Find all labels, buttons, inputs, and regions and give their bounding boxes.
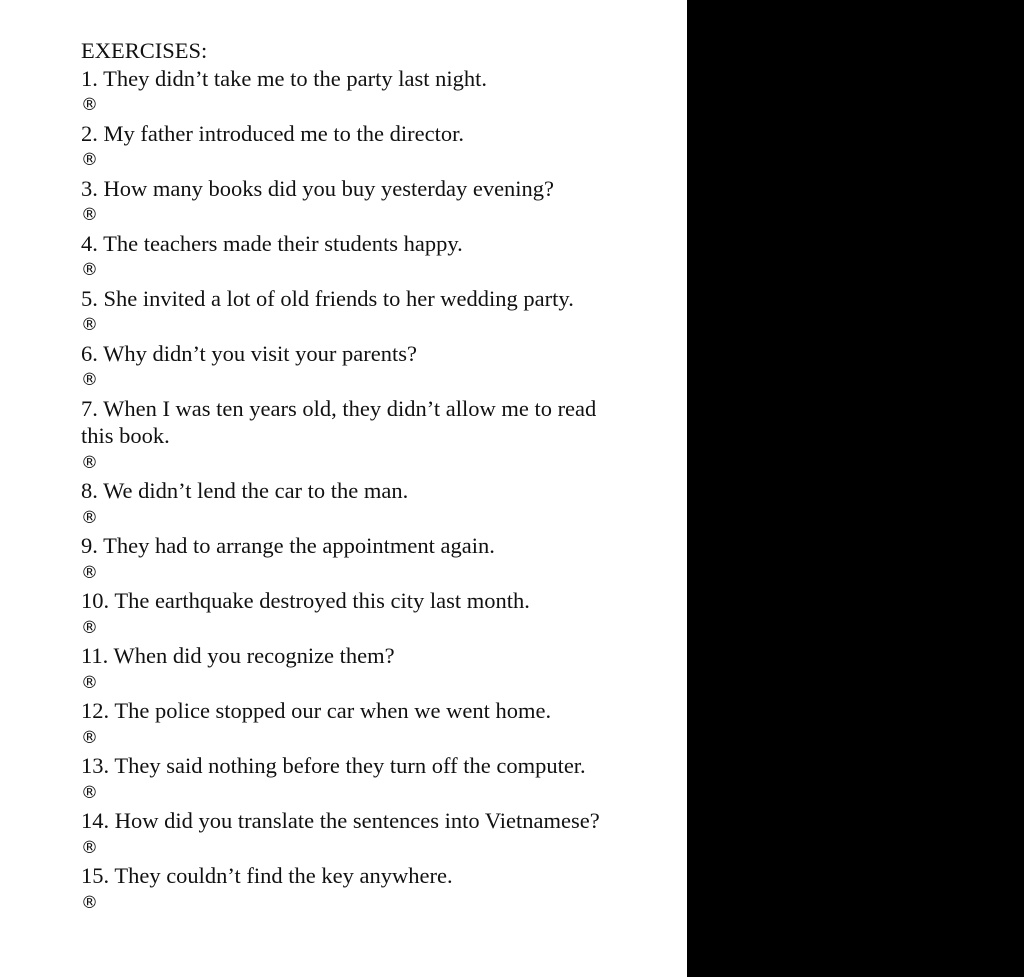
exercise-item	[81, 120, 687, 175]
exercise-question: 9. They had to arrange the appointment again.	[81, 533, 495, 558]
answer-marker: ®	[81, 617, 98, 638]
answer-marker: ®	[81, 95, 98, 115]
exercise-question: 10. The earthquake destroyed this city last month.	[81, 588, 530, 613]
answer-marker: ®	[81, 892, 98, 913]
exercise-item	[81, 862, 687, 917]
exercise-item	[81, 175, 687, 230]
exercise-item	[81, 532, 687, 587]
answer-marker: ®	[81, 370, 98, 390]
answer-marker: ®	[81, 837, 98, 858]
exercise-question: 5. She invited a lot of old friends to her wedding party.	[81, 285, 574, 311]
answer-marker: ®	[81, 562, 98, 583]
exercise-item	[81, 477, 687, 532]
answer-marker: ®	[81, 672, 98, 693]
exercise-item	[81, 807, 687, 862]
answer-marker: ®	[81, 315, 98, 335]
exercise-item	[81, 340, 687, 395]
answer-marker: ®	[81, 727, 98, 748]
answer-marker: ®	[81, 150, 98, 170]
exercise-item	[81, 285, 687, 340]
exercise-item	[81, 395, 687, 478]
exercise-question: 11. When did you recognize them?	[81, 643, 395, 668]
exercise-question: 3. How many books did you buy yesterday evening?	[81, 175, 555, 201]
exercise-question: 4. The teachers made their students happy.	[81, 230, 463, 256]
exercise-question: 1. They didn’t take me to the party last night.	[81, 65, 487, 91]
exercise-question: 12. The police stopped our car when we went home.	[81, 698, 552, 723]
exercise-item	[81, 65, 687, 120]
exercise-question: 15. They couldn’t find the key anywhere.	[81, 863, 453, 888]
exercise-item	[81, 697, 687, 752]
exercise-question: 14. How did you translate the sentences into Vietnamese?	[81, 808, 600, 833]
exercise-question: 8. We didn’t lend the car to the man.	[81, 478, 409, 503]
answer-marker: ®	[81, 507, 98, 528]
exercise-item	[81, 752, 687, 807]
answer-marker: ®	[81, 205, 98, 225]
page-title: EXERCISES:	[81, 38, 208, 63]
exercise-item	[81, 642, 687, 697]
exercise-question: 7. When I was ten years old, they didn’t allow me to read this book.	[81, 395, 597, 448]
answer-marker: ®	[81, 260, 98, 280]
answer-marker: ®	[81, 452, 98, 473]
exercise-item	[81, 587, 687, 642]
exercise-item	[81, 230, 687, 285]
answer-marker: ®	[81, 782, 98, 803]
exercise-question: 2. My father introduced me to the director.	[81, 120, 465, 146]
exercise-question: 6. Why didn’t you visit your parents?	[81, 340, 418, 366]
exercise-question: 13. They said nothing before they turn off the computer.	[81, 753, 586, 778]
